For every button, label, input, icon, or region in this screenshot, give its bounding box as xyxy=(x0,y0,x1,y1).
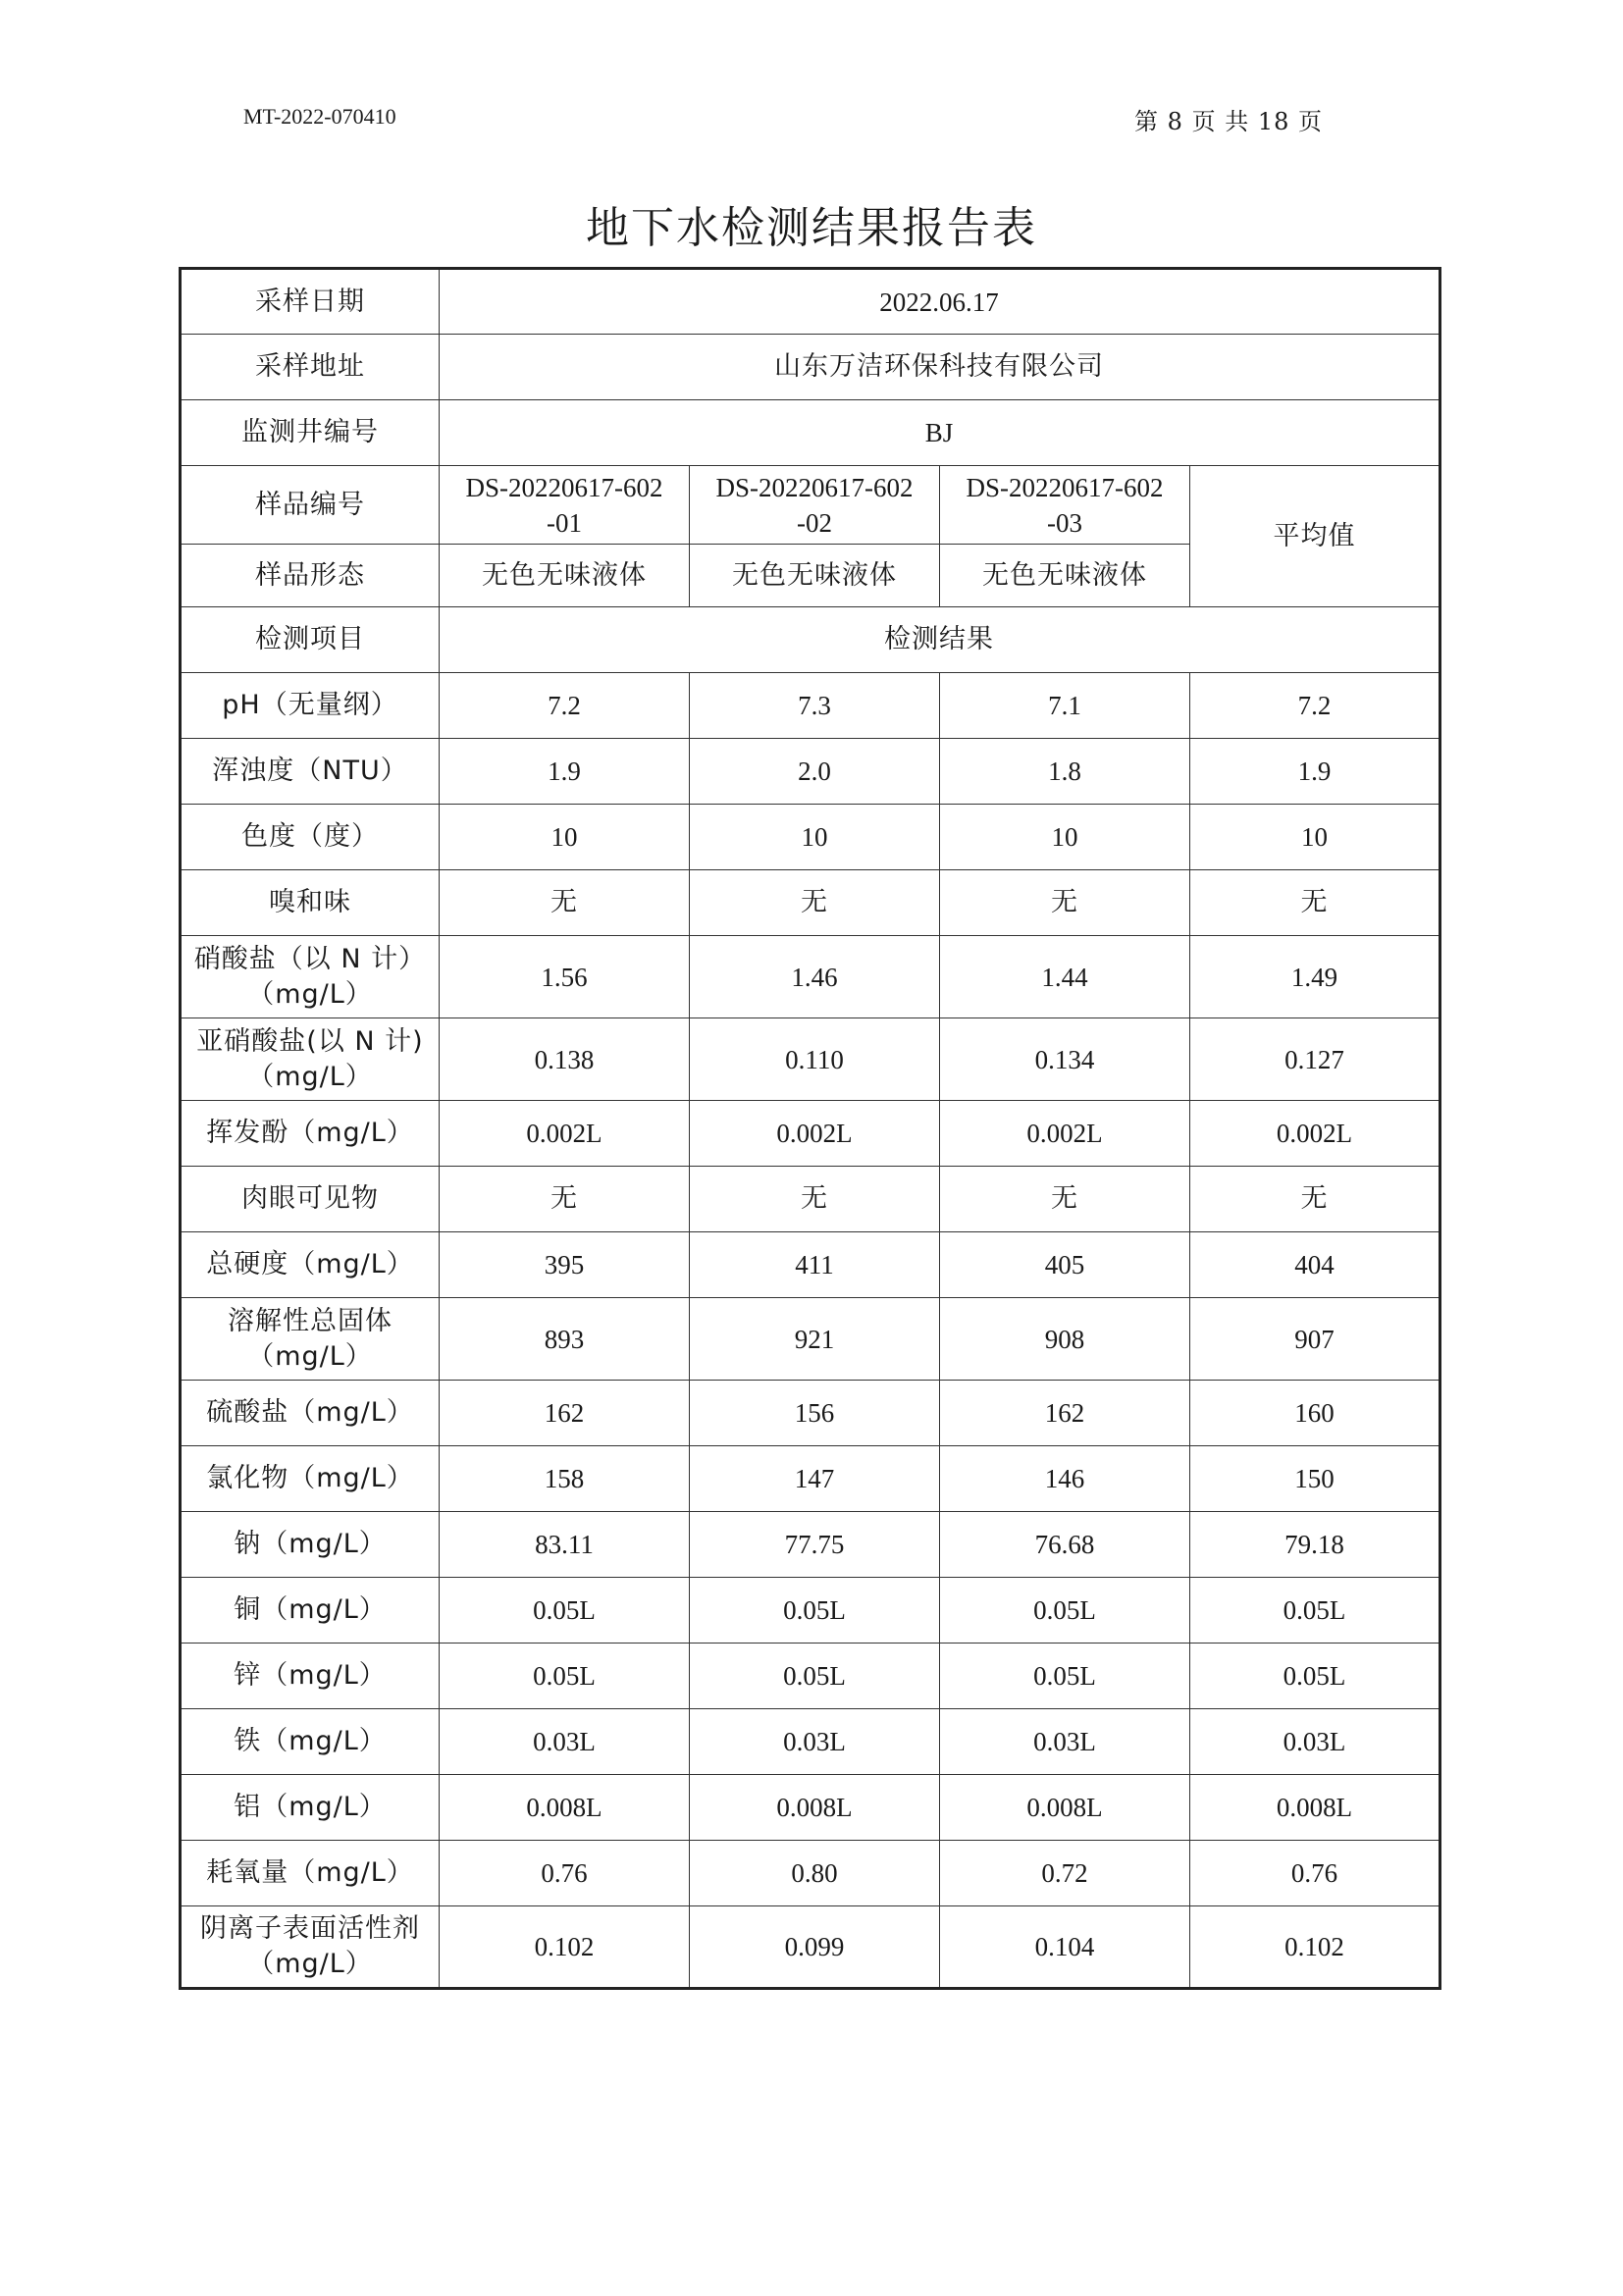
table-row xyxy=(181,1381,1440,1446)
row-header-items xyxy=(181,607,1440,673)
item-name-cell: 锌（mg/L） xyxy=(181,1644,440,1709)
average-label: 平均值 xyxy=(1190,466,1440,607)
sample-value-cell: 405 xyxy=(940,1232,1190,1298)
sample-value-cell: 0.104 xyxy=(940,1906,1190,1989)
result-table xyxy=(179,267,1441,1990)
average-value-cell: 0.008L xyxy=(1190,1775,1440,1841)
sample-form-3: 无色无味液体 xyxy=(940,545,1190,607)
item-label: 检测项目 xyxy=(181,607,440,673)
sample-value-cell: 146 xyxy=(940,1446,1190,1512)
sample-value-cell: 7.1 xyxy=(940,673,1190,739)
sample-value-cell: 10 xyxy=(940,805,1190,870)
average-value-cell: 0.05L xyxy=(1190,1578,1440,1644)
table-row xyxy=(181,1167,1440,1232)
sample-value-cell: 0.008L xyxy=(940,1775,1190,1841)
item-name-cell: 硝酸盐（以 N 计） （mg/L） xyxy=(181,936,440,1018)
sample-value-cell: 395 xyxy=(440,1232,690,1298)
table-row xyxy=(181,1101,1440,1167)
sample-value-cell: 无 xyxy=(440,1167,690,1232)
table-row xyxy=(181,673,1440,739)
sample-value-cell: 162 xyxy=(940,1381,1190,1446)
average-value-cell: 7.2 xyxy=(1190,673,1440,739)
average-value-cell: 1.9 xyxy=(1190,739,1440,805)
sample-value-cell: 10 xyxy=(690,805,940,870)
sample-value-cell: 2.0 xyxy=(690,739,940,805)
sample-value-cell: 无 xyxy=(940,870,1190,936)
item-name-cell: 氯化物（mg/L） xyxy=(181,1446,440,1512)
result-label: 检测结果 xyxy=(440,607,1440,673)
sample-value-cell: 7.2 xyxy=(440,673,690,739)
table-row xyxy=(181,1775,1440,1841)
table-row xyxy=(181,1841,1440,1906)
sample-value-cell: 0.05L xyxy=(690,1578,940,1644)
sample-value-cell: 无 xyxy=(440,870,690,936)
sample-value-cell: 77.75 xyxy=(690,1512,940,1578)
table-row xyxy=(181,805,1440,870)
item-name-cell: 钠（mg/L） xyxy=(181,1512,440,1578)
average-value-cell: 0.03L xyxy=(1190,1709,1440,1775)
table-row xyxy=(181,936,1440,1018)
sample-value-cell: 156 xyxy=(690,1381,940,1446)
sample-value-cell: 0.05L xyxy=(440,1578,690,1644)
well-no-value: BJ xyxy=(440,400,1440,466)
item-name-cell: 肉眼可见物 xyxy=(181,1167,440,1232)
item-name-cell: 铁（mg/L） xyxy=(181,1709,440,1775)
sample-value-cell: 908 xyxy=(940,1298,1190,1381)
average-value-cell: 160 xyxy=(1190,1381,1440,1446)
average-value-cell: 0.102 xyxy=(1190,1906,1440,1989)
sample-value-cell: 1.8 xyxy=(940,739,1190,805)
item-name-cell: 浑浊度（NTU） xyxy=(181,739,440,805)
item-name-cell: 铝（mg/L） xyxy=(181,1775,440,1841)
sample-value-cell: 0.008L xyxy=(440,1775,690,1841)
sample-value-cell: 1.46 xyxy=(690,936,940,1018)
average-value-cell: 无 xyxy=(1190,1167,1440,1232)
document-id: MT-2022-070410 xyxy=(243,104,396,129)
item-name-cell: 挥发酚（mg/L） xyxy=(181,1101,440,1167)
sample-no-2: DS-20220617-602 -02 xyxy=(690,466,940,545)
sample-value-cell: 无 xyxy=(690,1167,940,1232)
sample-value-cell: 0.102 xyxy=(440,1906,690,1989)
sample-value-cell: 0.008L xyxy=(690,1775,940,1841)
report-title: 地下水检测结果报告表 xyxy=(586,203,1037,253)
sample-value-cell: 0.72 xyxy=(940,1841,1190,1906)
table-row xyxy=(181,1298,1440,1381)
sample-value-cell: 无 xyxy=(690,870,940,936)
sample-value-cell: 0.76 xyxy=(440,1841,690,1906)
row-well-no xyxy=(181,400,1440,466)
sample-value-cell: 0.110 xyxy=(690,1018,940,1101)
sample-value-cell: 411 xyxy=(690,1232,940,1298)
well-no-label: 监测井编号 xyxy=(181,400,440,466)
sampling-date-label: 采样日期 xyxy=(181,269,440,335)
sampling-site-value: 山东万洁环保科技有限公司 xyxy=(440,335,1440,400)
sample-value-cell: 0.03L xyxy=(690,1709,940,1775)
sample-value-cell: 0.03L xyxy=(940,1709,1190,1775)
sample-value-cell: 0.002L xyxy=(690,1101,940,1167)
average-value-cell: 1.49 xyxy=(1190,936,1440,1018)
average-value-cell: 907 xyxy=(1190,1298,1440,1381)
item-name-cell: 色度（度） xyxy=(181,805,440,870)
sample-value-cell: 0.134 xyxy=(940,1018,1190,1101)
table-row xyxy=(181,1578,1440,1644)
sample-form-label: 样品形态 xyxy=(181,545,440,607)
table-row xyxy=(181,739,1440,805)
average-value-cell: 0.05L xyxy=(1190,1644,1440,1709)
item-name-cell: 亚硝酸盐(以 N 计) （mg/L） xyxy=(181,1018,440,1101)
sample-value-cell: 7.3 xyxy=(690,673,940,739)
item-name-cell: 阴离子表面活性剂 （mg/L） xyxy=(181,1906,440,1989)
item-name-cell: 铜（mg/L） xyxy=(181,1578,440,1644)
table-row xyxy=(181,1644,1440,1709)
item-name-cell: 嗅和味 xyxy=(181,870,440,936)
average-value-cell: 404 xyxy=(1190,1232,1440,1298)
row-sample-no xyxy=(181,466,1440,545)
sampling-date-value: 2022.06.17 xyxy=(440,269,1440,335)
sampling-site-label: 采样地址 xyxy=(181,335,440,400)
row-sampling-date xyxy=(181,269,1440,335)
sample-no-label: 样品编号 xyxy=(181,466,440,545)
sample-value-cell: 1.44 xyxy=(940,936,1190,1018)
table-row xyxy=(181,1232,1440,1298)
average-value-cell: 0.127 xyxy=(1190,1018,1440,1101)
table-row xyxy=(181,1018,1440,1101)
item-name-cell: 溶解性总固体 （mg/L） xyxy=(181,1298,440,1381)
sample-value-cell: 0.05L xyxy=(940,1578,1190,1644)
average-value-cell: 10 xyxy=(1190,805,1440,870)
item-name-cell: 耗氧量（mg/L） xyxy=(181,1841,440,1906)
sample-value-cell: 0.80 xyxy=(690,1841,940,1906)
sample-value-cell: 10 xyxy=(440,805,690,870)
average-value-cell: 0.002L xyxy=(1190,1101,1440,1167)
sample-no-1: DS-20220617-602 -01 xyxy=(440,466,690,545)
average-value-cell: 150 xyxy=(1190,1446,1440,1512)
sample-value-cell: 893 xyxy=(440,1298,690,1381)
table-row xyxy=(181,870,1440,936)
average-value-cell: 79.18 xyxy=(1190,1512,1440,1578)
sample-value-cell: 0.138 xyxy=(440,1018,690,1101)
sample-value-cell: 147 xyxy=(690,1446,940,1512)
item-name-cell: pH（无量纲） xyxy=(181,673,440,739)
table-row xyxy=(181,1906,1440,1989)
sample-value-cell: 无 xyxy=(940,1167,1190,1232)
average-value-cell: 无 xyxy=(1190,870,1440,936)
sample-value-cell: 0.05L xyxy=(440,1644,690,1709)
sample-value-cell: 162 xyxy=(440,1381,690,1446)
sample-value-cell: 921 xyxy=(690,1298,940,1381)
sample-value-cell: 0.002L xyxy=(440,1101,690,1167)
sample-form-1: 无色无味液体 xyxy=(440,545,690,607)
sample-no-3: DS-20220617-602 -03 xyxy=(940,466,1190,545)
sample-value-cell: 0.03L xyxy=(440,1709,690,1775)
table-row xyxy=(181,1446,1440,1512)
sample-value-cell: 76.68 xyxy=(940,1512,1190,1578)
sample-value-cell: 1.9 xyxy=(440,739,690,805)
sample-value-cell: 83.11 xyxy=(440,1512,690,1578)
sample-value-cell: 0.05L xyxy=(690,1644,940,1709)
table-row xyxy=(181,1512,1440,1578)
sample-value-cell: 0.05L xyxy=(940,1644,1190,1709)
table-row xyxy=(181,1709,1440,1775)
sample-value-cell: 1.56 xyxy=(440,936,690,1018)
page-number: 第 8 页 共 18 页 xyxy=(1134,108,1323,135)
item-name-cell: 硫酸盐（mg/L） xyxy=(181,1381,440,1446)
average-value-cell: 0.76 xyxy=(1190,1841,1440,1906)
sample-form-2: 无色无味液体 xyxy=(690,545,940,607)
sample-value-cell: 158 xyxy=(440,1446,690,1512)
item-name-cell: 总硬度（mg/L） xyxy=(181,1232,440,1298)
sample-value-cell: 0.002L xyxy=(940,1101,1190,1167)
sample-value-cell: 0.099 xyxy=(690,1906,940,1989)
row-sampling-site xyxy=(181,335,1440,400)
